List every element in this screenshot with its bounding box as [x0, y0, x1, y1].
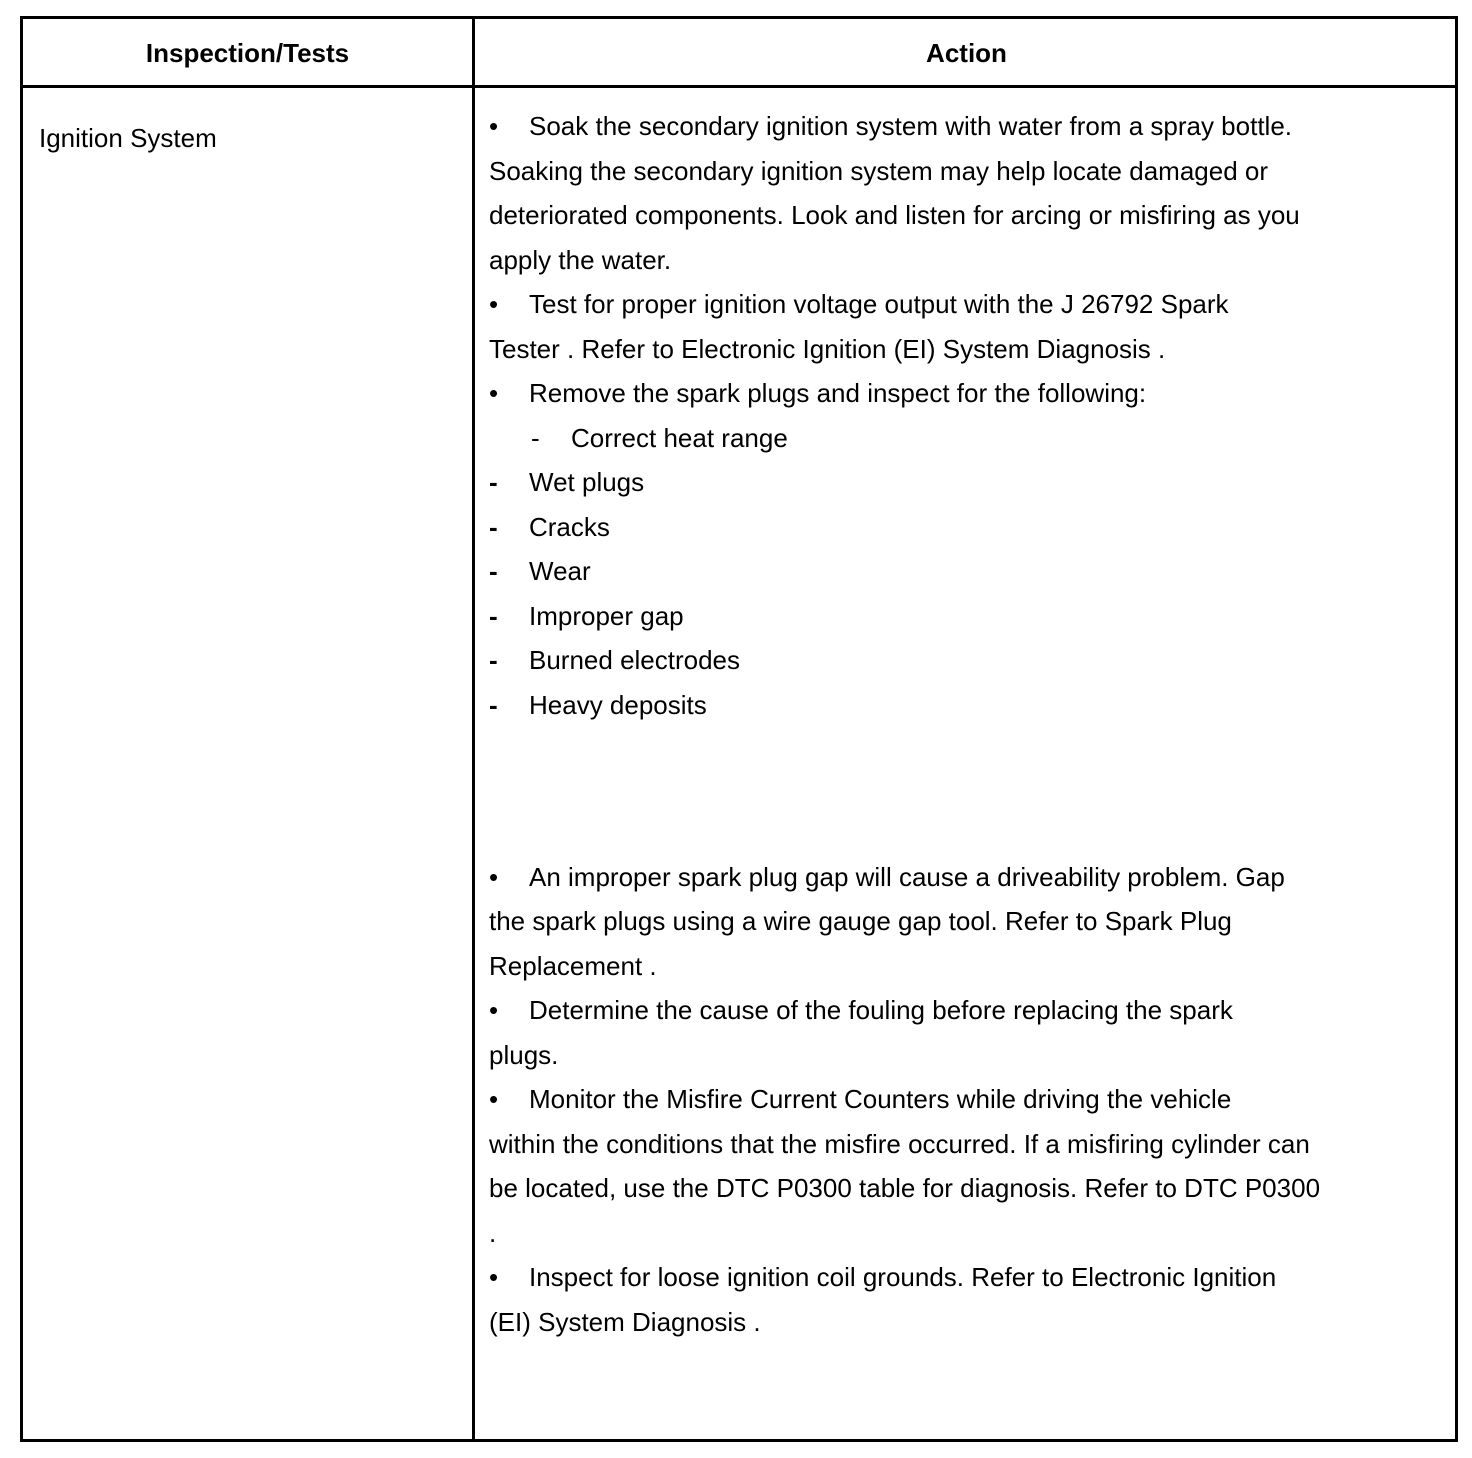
action-line: [489, 289, 1229, 319]
action-text: Tester . Refer to Electronic Ignition (EI) System Diagnosis .: [489, 334, 1166, 364]
action-text: Wet plugs: [529, 467, 645, 497]
action-line: [489, 1040, 558, 1070]
inspection-cell: Ignition System: [39, 123, 217, 153]
action-text: Monitor the Misfire Current Counters while driving the vehicle: [529, 1084, 1232, 1114]
dash-mark: -: [489, 690, 498, 720]
action-text: Wear: [529, 556, 591, 586]
bullet-mark: •: [489, 378, 499, 408]
action-text: Soaking the secondary ignition system may help locate damaged or: [489, 156, 1268, 186]
action-text: Heavy deposits: [529, 690, 707, 720]
dash-mark: -: [489, 556, 498, 586]
action-text: Soak the secondary ignition system with water from a spray bottle.: [529, 111, 1293, 141]
action-line: [489, 601, 684, 631]
bullet-mark: •: [489, 1262, 499, 1292]
action-text: apply the water.: [489, 245, 672, 275]
action-text: Cracks: [529, 512, 610, 542]
action-line: [489, 334, 1165, 364]
action-line: [489, 1218, 496, 1248]
bullet-mark: •: [489, 862, 499, 892]
action-line: [489, 156, 1268, 186]
action-text: Test for proper ignition voltage output with the J 26792 Spark: [529, 289, 1229, 319]
inspection-table: [20, 16, 1458, 1442]
action-line: [489, 645, 740, 675]
action-line: [489, 1129, 1310, 1159]
action-text: .: [489, 1218, 497, 1248]
action-line: [489, 378, 1146, 408]
action-text: Correct heat range: [571, 423, 788, 453]
action-text: Improper gap: [529, 601, 684, 631]
action-line: [489, 1173, 1320, 1203]
bullet-mark: •: [489, 111, 499, 141]
action-text: Burned electrodes: [529, 645, 741, 675]
header-action: Action: [926, 38, 1007, 68]
action-line: [489, 467, 644, 497]
action-text: An improper spark plug gap will cause a driveability problem. Gap: [529, 862, 1285, 892]
action-line: [489, 906, 1232, 936]
action-line: [489, 1307, 761, 1337]
action-line: [531, 423, 788, 453]
action-text: Replacement .: [489, 951, 657, 981]
action-line: [489, 862, 1285, 892]
dash-mark: -: [489, 467, 498, 497]
dash-mark: -: [489, 645, 498, 675]
column-divider: [472, 19, 475, 1439]
action-line: [489, 245, 671, 275]
action-line: [489, 995, 1233, 1025]
header-divider: [23, 85, 1455, 88]
bullet-mark: •: [489, 1084, 499, 1114]
action-text: deteriorated components. Look and listen for arcing or misfiring as you: [489, 200, 1300, 230]
header-inspection-tests: Inspection/Tests: [145, 38, 350, 68]
action-line: [489, 512, 610, 542]
dash-mark: -: [531, 423, 540, 453]
action-text: (EI) System Diagnosis .: [489, 1307, 761, 1337]
action-line: [489, 111, 1292, 141]
action-text: within the conditions that the misfire occurred. If a misfiring cylinder can: [489, 1129, 1310, 1159]
action-line: [489, 951, 657, 981]
action-text: Remove the spark plugs and inspect for the following:: [529, 378, 1147, 408]
dash-mark: -: [489, 512, 498, 542]
bullet-mark: •: [489, 289, 499, 319]
action-text: plugs.: [489, 1040, 559, 1070]
action-line: [489, 556, 591, 586]
action-text: Determine the cause of the fouling before replacing the spark: [529, 995, 1233, 1025]
dash-mark: -: [489, 601, 498, 631]
action-text: the spark plugs using a wire gauge gap tool. Refer to Spark Plug: [489, 906, 1232, 936]
action-line: [489, 690, 707, 720]
action-line: [489, 200, 1300, 230]
bullet-mark: •: [489, 995, 499, 1025]
action-line: [489, 1084, 1231, 1114]
action-line: [489, 1262, 1276, 1292]
action-text: be located, use the DTC P0300 table for diagnosis. Refer to DTC P0300: [489, 1173, 1321, 1203]
action-text: Inspect for loose ignition coil grounds. Refer to Electronic Ignition: [529, 1262, 1277, 1292]
